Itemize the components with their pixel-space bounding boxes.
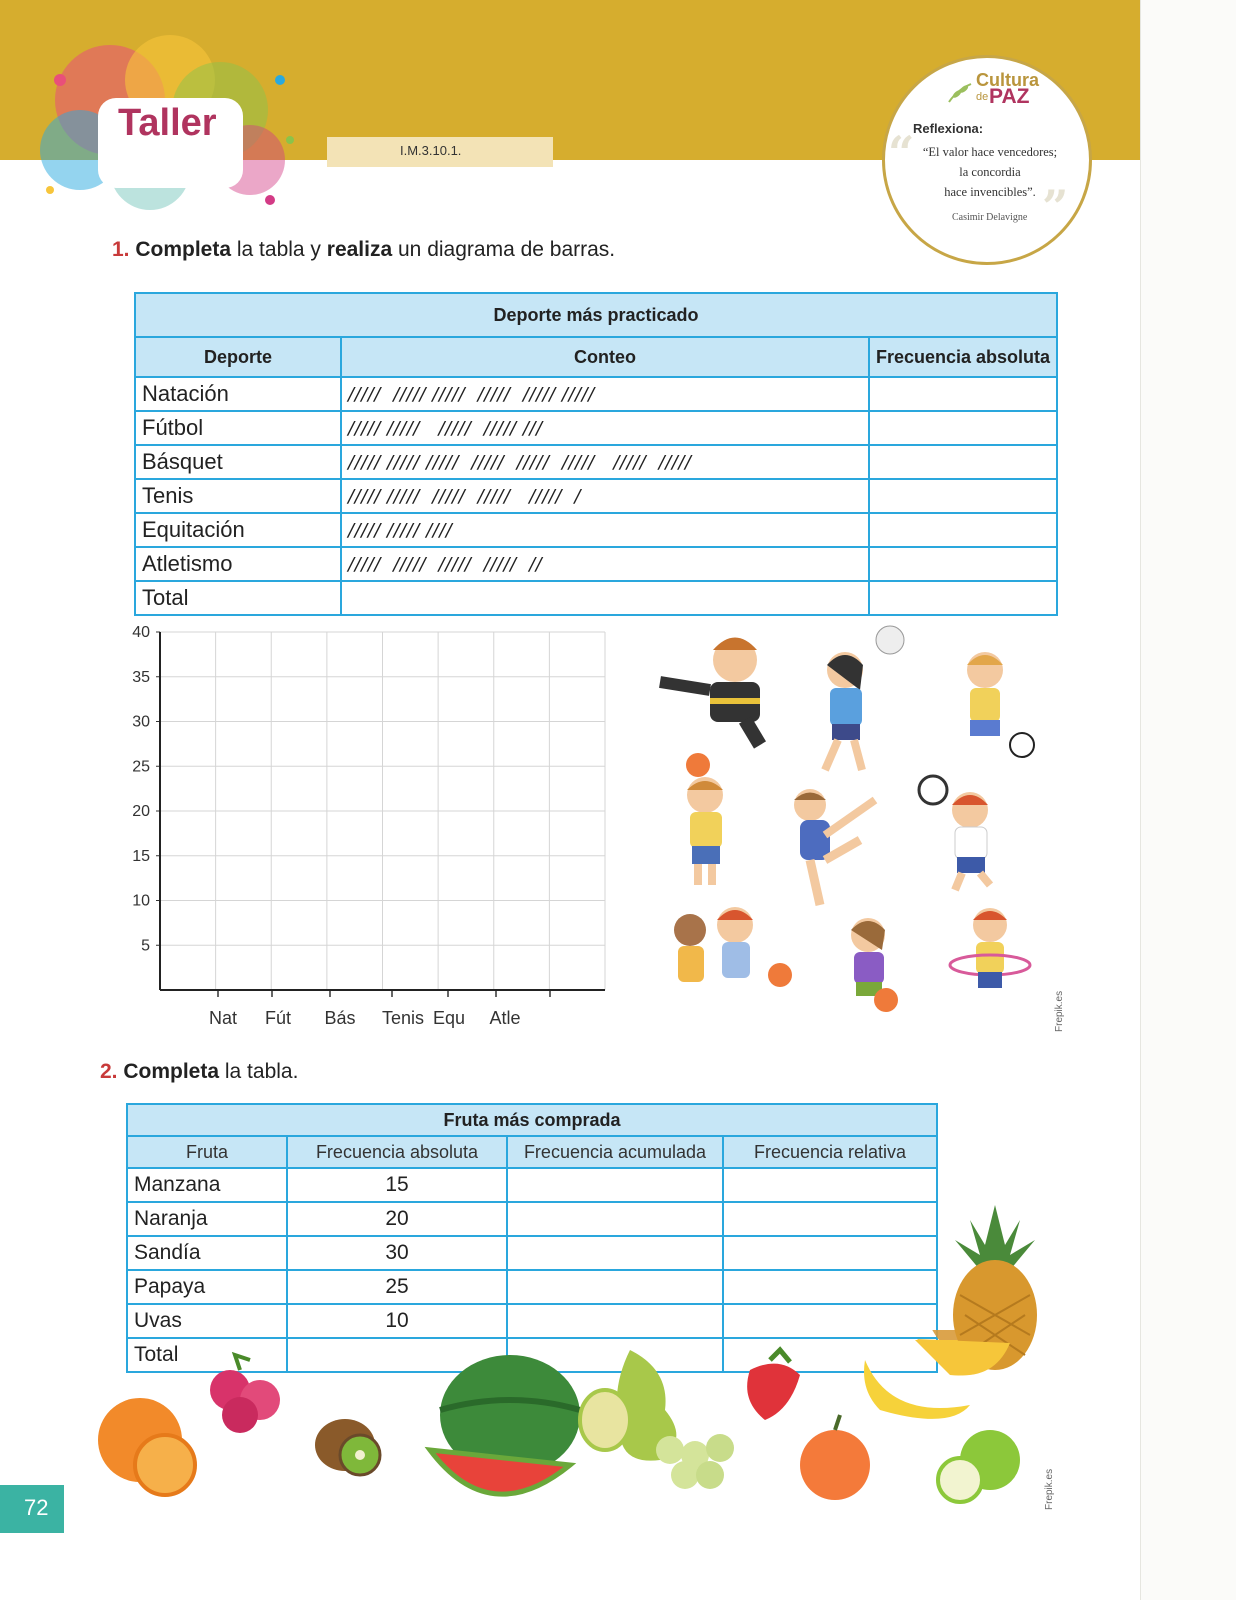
strawberry-illustration (747, 1350, 800, 1420)
abs-freq-cell[interactable] (869, 479, 1057, 513)
exercise-1-instruction (112, 238, 615, 262)
x-tick-label: Atle (489, 1008, 521, 1028)
sports-illustrations (650, 620, 1070, 1040)
close-quote-icon: ” (1042, 180, 1069, 234)
raspberries-illustration (210, 1355, 280, 1433)
abs-freq-cell[interactable] (869, 513, 1057, 547)
table-row (135, 513, 1057, 547)
fruit-table-title: Fruta más comprada (127, 1104, 937, 1136)
col-header-abs-freq: Frecuencia absoluta (287, 1136, 507, 1168)
quote-line-1: “El valor hace vencedores; (922, 145, 1058, 159)
quote-line-3: hace invencibles”. (944, 185, 1036, 199)
col-header-tally: Conteo (341, 337, 869, 377)
y-tick-label: 30 (132, 713, 150, 731)
tennis-boy-illustration (919, 776, 990, 890)
rel-freq-cell[interactable] (723, 1236, 937, 1270)
x-tick-label: Bás (324, 1008, 356, 1028)
bar-chart[interactable] (120, 612, 620, 1042)
cum-freq-cell[interactable] (507, 1236, 723, 1270)
rel-freq-cell[interactable] (723, 1168, 937, 1202)
exercise-1-number: 1. (112, 238, 130, 261)
abs-freq-cell[interactable] (869, 411, 1057, 445)
mango-slice-illustration (915, 1335, 1015, 1380)
table-row (135, 547, 1057, 581)
table-row (135, 377, 1057, 411)
tally-marks: ///// ///// ///// ///// ///// ///// ///// ///// (341, 445, 869, 479)
quote-author: Casimir Delavigne (952, 212, 1028, 223)
total-label: Total (127, 1338, 287, 1372)
apple-illustration (938, 1430, 1020, 1502)
exercise-2-number: 2. (100, 1060, 118, 1083)
table-row (127, 1236, 937, 1270)
table-row (135, 479, 1057, 513)
sport-name: Equitación (135, 513, 341, 547)
abs-freq-cell[interactable] (869, 445, 1057, 479)
skill-code: I.M.3.10.1. (400, 143, 462, 158)
cum-freq-cell[interactable] (507, 1270, 723, 1304)
basketball-boy-illustration (686, 753, 723, 885)
y-tick-label: 35 (132, 668, 150, 686)
reflect-label: Reflexiona: (913, 121, 984, 136)
sport-name: Fútbol (135, 411, 341, 445)
quote-line-2: la concordia (959, 165, 1021, 179)
cum-freq-cell[interactable] (507, 1168, 723, 1202)
sport-name: Básquet (135, 445, 341, 479)
fruit-name: Uvas (127, 1304, 287, 1338)
volleyball-girl-illustration (825, 626, 904, 770)
col-header-cum-freq: Frecuencia acumulada (507, 1136, 723, 1168)
exercise-2-verb1: Completa (123, 1060, 220, 1083)
sport-name: Tenis (135, 479, 341, 513)
abs-freq-cell[interactable] (869, 547, 1057, 581)
kiwi-illustration (315, 1419, 380, 1475)
rel-freq-cell[interactable] (723, 1202, 937, 1236)
y-tick-label: 25 (132, 758, 150, 776)
abs-freq-value: 20 (287, 1202, 507, 1236)
tally-marks: ///// ///// ///// ///// /// (341, 411, 869, 445)
culture-brand-line1: Cultura (976, 70, 1039, 90)
cum-freq-cell[interactable] (507, 1202, 723, 1236)
sport-name: Atletismo (135, 547, 341, 581)
total-tally-cell[interactable] (341, 581, 869, 615)
sports-table-title: Deporte más practicado (135, 293, 1057, 337)
y-tick-label: 20 (132, 803, 150, 820)
abs-freq-value: 10 (287, 1304, 507, 1338)
total-freq-cell[interactable] (869, 581, 1057, 615)
peach-illustration (800, 1415, 870, 1500)
total-row (135, 581, 1057, 615)
open-quote-icon: “ (888, 126, 915, 180)
olive-branch-icon (947, 82, 973, 104)
total-label: Total (135, 581, 341, 615)
sport-name: Natación (135, 377, 341, 411)
exercise-1-verb1: Completa (135, 238, 232, 261)
x-tick-label: Fút (264, 1008, 292, 1028)
basketball-kids-illustration (674, 907, 792, 987)
culture-brand-de: de (976, 91, 989, 103)
exercise-1-verb2: realiza (326, 238, 393, 261)
watermelon-illustration (430, 1355, 580, 1494)
abs-freq-cell[interactable] (869, 377, 1057, 411)
gymnast-girl-illustration (794, 789, 875, 905)
page-number: 72 (0, 1485, 64, 1533)
col-header-abs-freq: Frecuencia absoluta (869, 337, 1057, 377)
exercise-1-text1: la tabla y (231, 238, 327, 261)
exercise-2-instruction (100, 1060, 298, 1084)
x-tick-label: Equ (432, 1008, 466, 1028)
exercise-2-text1: la tabla. (219, 1060, 299, 1083)
fruit-name: Naranja (127, 1202, 287, 1236)
tally-marks: ///// ///// ///// ///// ///// ///// (341, 377, 869, 411)
tally-marks: ///// ///// //// (341, 513, 869, 547)
basketball-girl-illustration (851, 918, 898, 1012)
col-header-rel-freq: Frecuencia relativa (723, 1136, 937, 1168)
table-row (127, 1270, 937, 1304)
fruit-name: Manzana (127, 1168, 287, 1202)
y-tick-label: 5 (141, 937, 150, 955)
image-credit-fruits: Frepik.es (1044, 1468, 1055, 1510)
soccer-girl-illustration (967, 652, 1034, 757)
fruit-name: Sandía (127, 1236, 287, 1270)
table-row (127, 1168, 937, 1202)
culture-brand-line2: PAZ (989, 85, 1030, 108)
x-tick-label: Tenis (381, 1008, 425, 1028)
col-header-sport: Deporte (135, 337, 341, 377)
col-header-fruit: Fruta (127, 1136, 287, 1168)
workshop-label: Taller (118, 102, 217, 144)
table-row (127, 1202, 937, 1236)
table-row (135, 411, 1057, 445)
page-edge (1140, 0, 1236, 1600)
karate-kid-illustration (660, 638, 760, 746)
hula-hoop-boy-illustration (950, 908, 1030, 988)
x-tick-label: Nat (208, 1008, 238, 1028)
abs-freq-value: 25 (287, 1270, 507, 1304)
tally-marks: ///// ///// ///// ///// // (341, 547, 869, 581)
abs-freq-value: 15 (287, 1168, 507, 1202)
rel-freq-cell[interactable] (723, 1270, 937, 1304)
exercise-1-text2: un diagrama de barras. (392, 238, 616, 261)
y-tick-label: 15 (132, 847, 150, 865)
grapes-illustration (656, 1434, 734, 1489)
image-credit-sports: Frepik.es (1054, 990, 1065, 1032)
y-tick-label: 10 (132, 892, 150, 910)
table-row (135, 445, 1057, 479)
fruit-illustrations (90, 1330, 1050, 1530)
fruit-name: Papaya (127, 1270, 287, 1304)
orange-illustration (98, 1398, 195, 1495)
tally-marks: ///// ///// ///// ///// ///// / (341, 479, 869, 513)
y-tick-label: 40 (132, 624, 150, 641)
sports-table (134, 292, 1058, 616)
abs-freq-value: 30 (287, 1236, 507, 1270)
